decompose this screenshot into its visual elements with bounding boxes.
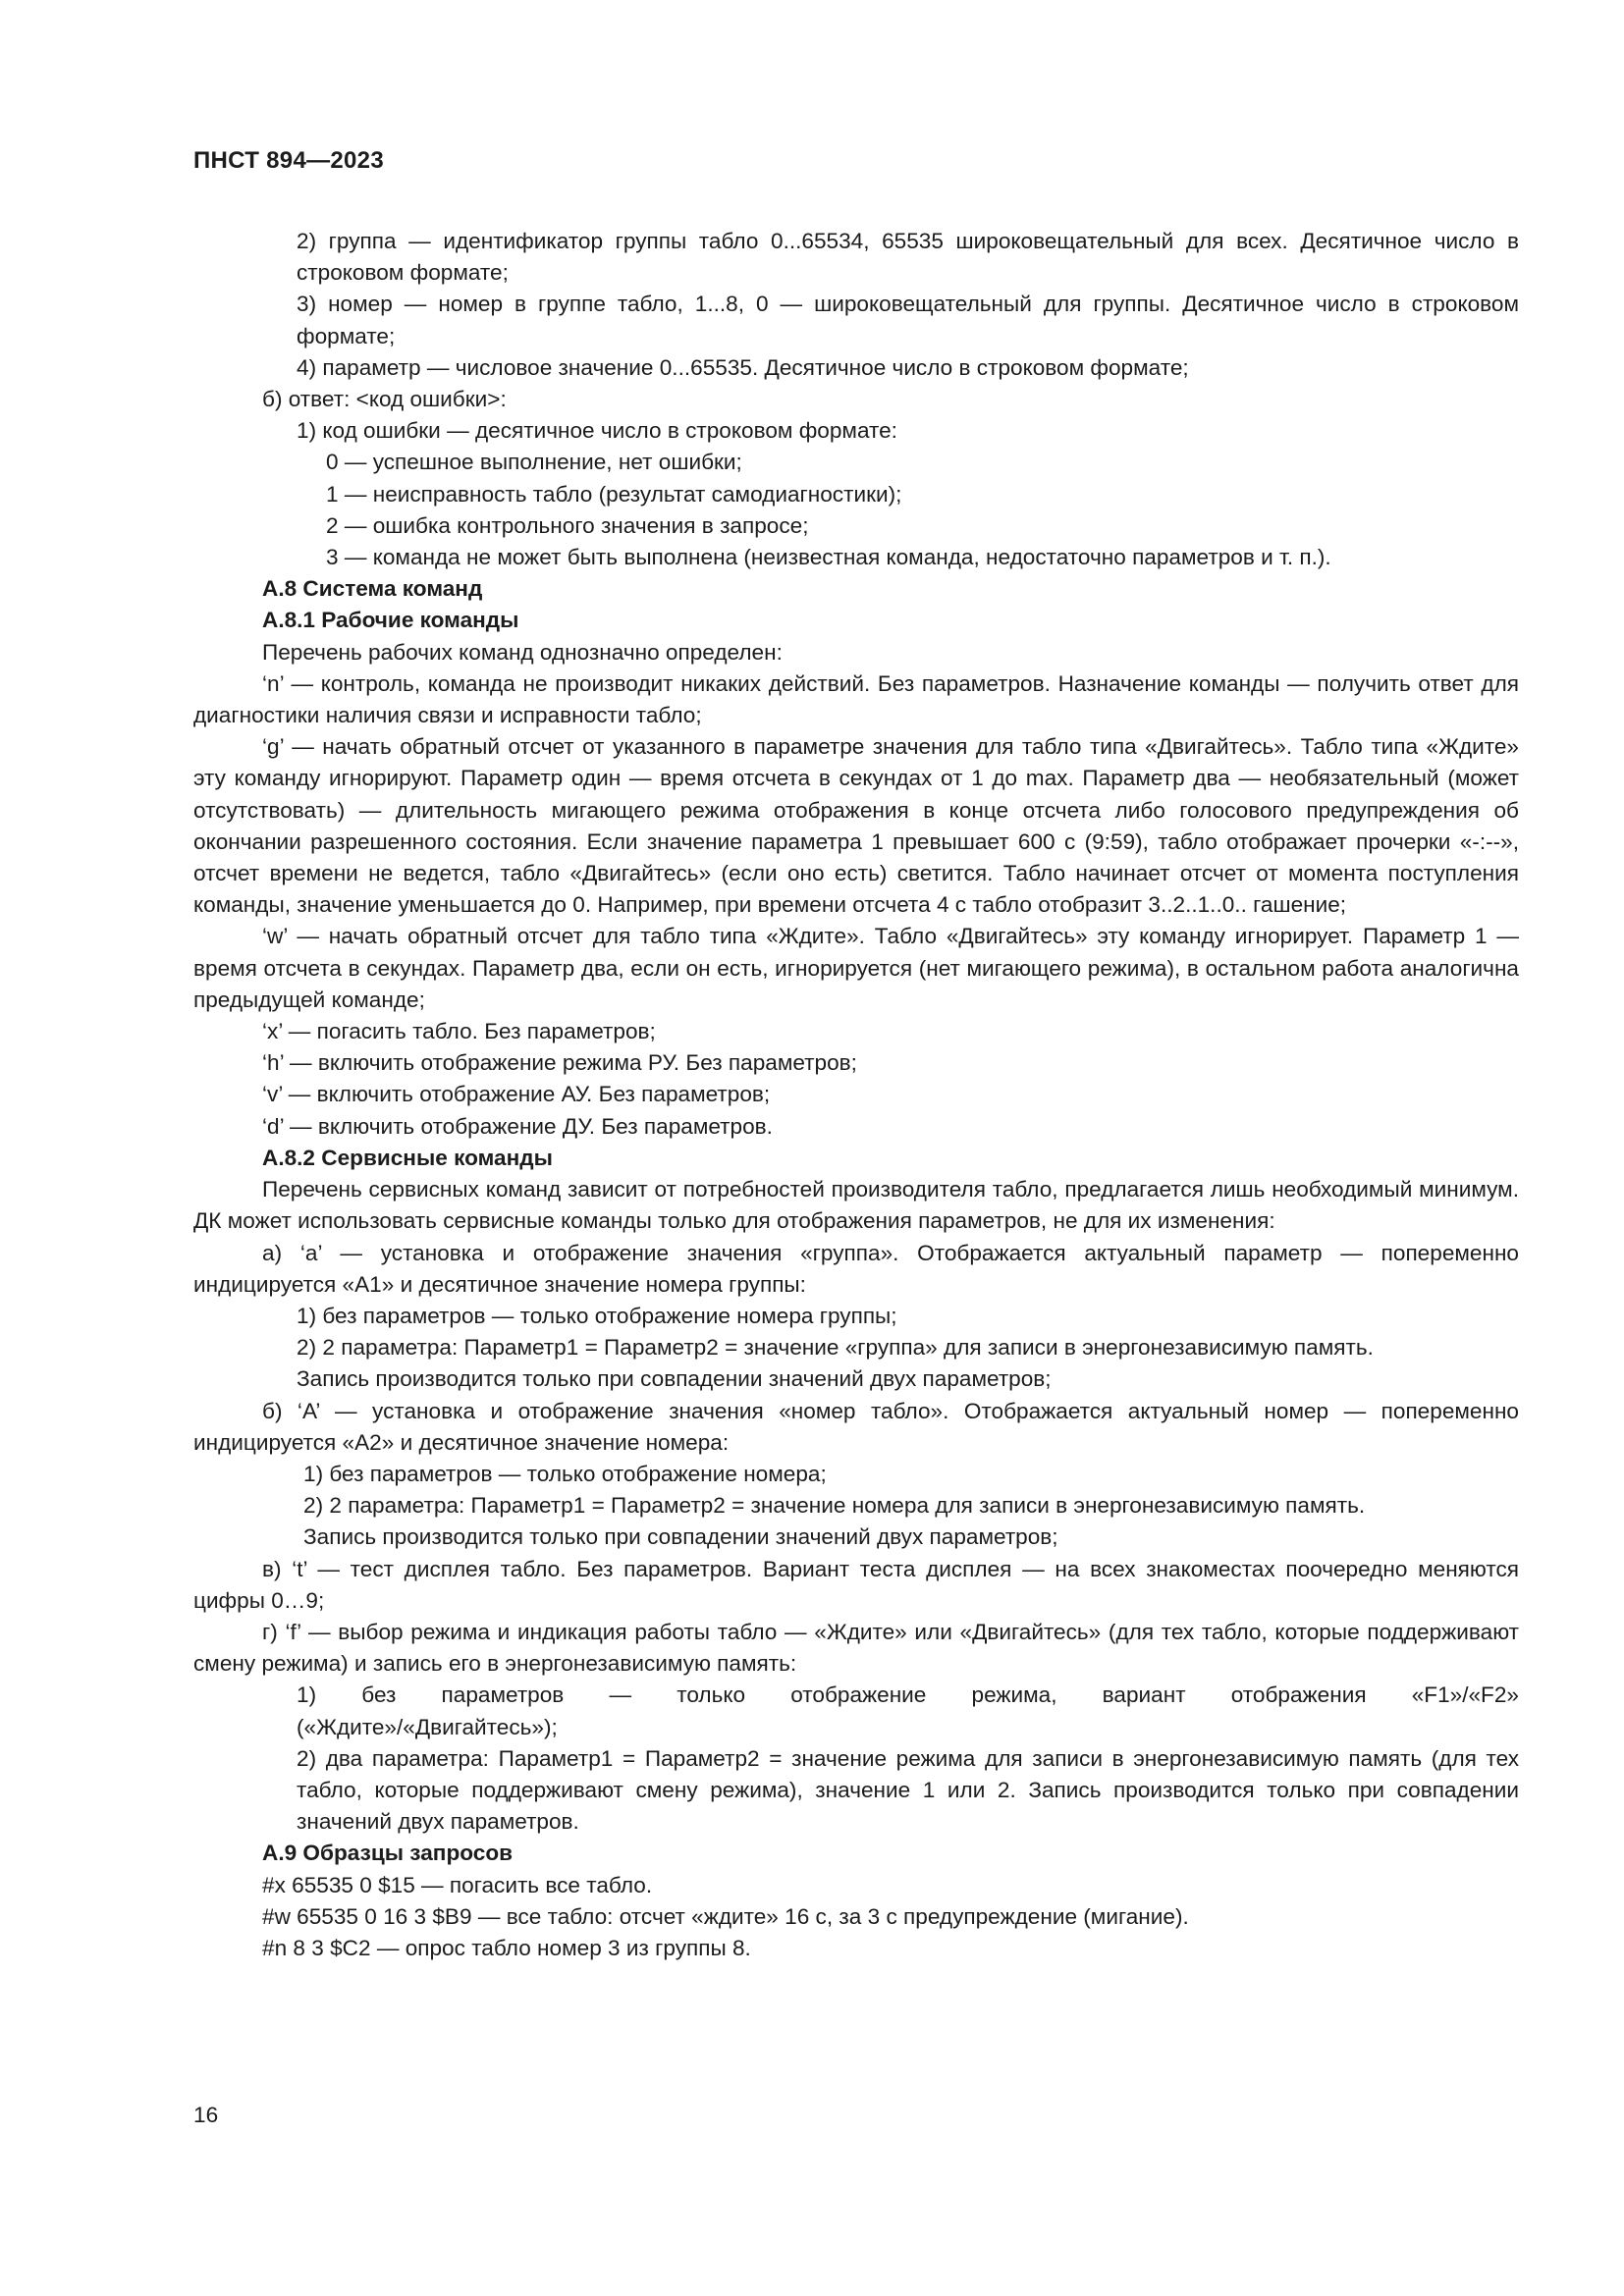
error-code-definition: 1) код ошибки — десятичное число в строковом формате: — [297, 418, 897, 444]
service-command-a: а) ‘a’ — установка и отображение значения «группа». Отображается актуальный параметр — попеременно индицируется «A1» и десятичное значение номера группы: — [193, 1240, 1519, 1297]
error-code-item: 0 — успешное выполнение, нет ошибки; — [326, 450, 742, 475]
answer-format: б) ответ: <код ошибки>: — [262, 387, 507, 412]
sample-request: #n 8 3 $C2 — опрос табло номер 3 из группы 8. — [262, 1935, 751, 1960]
paragraph-group-param: 2) группа — идентификатор группы табло 0...65534, 65535 широковещательный для всех. Десятичное число в строковом формате; — [297, 229, 1519, 286]
service-command-b: б) ‘A’ — установка и отображение значения «номер табло». Отображается актуальный номер — попеременно индицируется «A2» и десятичное значение номера: — [193, 1398, 1519, 1455]
paragraph-value-param: 4) параметр — числовое значение 0...65535. Десятичное число в строковом формате; — [297, 354, 1189, 380]
sample-request: #w 65535 0 16 3 $B9 — все табло: отсчет «ждите» 16 с, за 3 с предупреждение (мигание). — [262, 1903, 1189, 1929]
command-n: ‘n’ — контроль, команда не производит никаких действий. Без параметров. Назначение команды — получить ответ для диагностики наличия связи и исправности табло; — [193, 670, 1519, 728]
service-command-d: г) ‘f’ — выбор режима и индикация работы табло — «Ждите» или «Двигайтесь» (для тех табло, которые поддерживают смену режима) и запись его в энергонезависимую память: — [193, 1619, 1519, 1677]
service-command-a-option: 2) 2 параметра: Параметр1 = Параметр2 = значение «группа» для записи в энергонезависимую память. — [297, 1335, 1374, 1361]
document-body — [193, 226, 1519, 1964]
service-command-b-note: Запись производится только при совпадении значений двух параметров; — [303, 1524, 1058, 1550]
service-command-c: в) ‘t’ — тест дисплея табло. Без параметров. Вариант теста дисплея — на всех знакоместах поочередно меняются цифры 0…9; — [193, 1556, 1519, 1613]
error-code-item: 1 — неисправность табло (результат самодиагностики); — [326, 481, 902, 507]
command-h: ‘h’ — включить отображение режима РУ. Без параметров; — [262, 1050, 857, 1076]
command-x: ‘x’ — погасить табло. Без параметров; — [262, 1019, 656, 1044]
sample-request: #x 65535 0 $15 — погасить все табло. — [262, 1872, 653, 1897]
paragraph-number-param: 3) номер — номер в группе табло, 1...8, 0 — широковещательный для группы. Десятичное число в строковом формате; — [297, 292, 1519, 348]
paragraph: Перечень сервисных команд зависит от потребностей производителя табло, предлагается лишь необходимый минимум. ДК может использовать сервисные команды только для отображения параметров, не для их изменения: — [193, 1177, 1519, 1234]
service-command-a-option: 1) без параметров — только отображение номера группы; — [297, 1303, 897, 1328]
service-command-d-option: 2) два параметра: Параметр1 = Параметр2 = значение режима для записи в энергонезависимую память (для тех табло, которые поддерживают смену режима), значение 1 или 2. Запись производится только при совпадении значений двух параметров. — [297, 1745, 1519, 1835]
subsection-heading-a8-1: А.8.1 Рабочие команды — [262, 608, 519, 633]
service-command-d-option-cont: («Ждите»/«Двигайтесь»); — [297, 1714, 558, 1739]
service-command-b-option: 2) 2 параметра: Параметр1 = Параметр2 = значение номера для записи в энергонезависимую память. — [303, 1493, 1366, 1519]
page-number: 16 — [193, 2103, 219, 2127]
command-v: ‘v’ — включить отображение АУ. Без параметров; — [262, 1082, 771, 1107]
section-heading-a9: А.9 Образцы запросов — [262, 1841, 514, 1866]
service-command-d-option: 1) без параметров — только отображение режима, вариант отображения «F1»/«F2» — [297, 1682, 1519, 1708]
page-header-doc-id: ПНСТ 894—2023 — [193, 147, 384, 174]
command-d: ‘d’ — включить отображение ДУ. Без параметров. — [262, 1113, 773, 1139]
section-heading-a8: А.8 Система команд — [262, 576, 483, 602]
command-g: ‘g’ — начать обратный отсчет от указанного в параметре значения для табло типа «Двигайтесь». Табло типа «Ждите» эту команду игнорируют. Параметр один — время отсчета в секундах от 1 до max. Параметр два — необязательный (может отсутствовать) — длительность мигающего режима отображения в конце отсчета либо голосового предупреждения об окончании разрешенного состояния. Если значение параметра 1 превышает 600 с (9:59), табло отображает прочерки «-:--», отсчет времени не ведется, табло «Двигайтесь» (если оно есть) светится. Табло начинает отсчет от момента поступления команды, значение уменьшается до 0. Например, при времени отсчета 4 с табло отобразит 3..2..1..0.. гашение; — [193, 734, 1519, 918]
error-code-item: 2 — ошибка контрольного значения в запросе; — [326, 512, 809, 538]
subsection-heading-a8-2: А.8.2 Сервисные команды — [262, 1145, 553, 1170]
command-w: ‘w’ — начать обратный отсчет для табло типа «Ждите». Табло «Двигайтесь» эту команду игнорирует. Параметр 1 — время отсчета в секундах. Параметр два, если он есть, игнорируется (нет мигающего режима), в остальном работа аналогична предыдущей команде; — [193, 924, 1519, 1012]
error-code-item: 3 — команда не может быть выполнена (неизвестная команда, недостаточно параметров и т. п.). — [326, 545, 1331, 570]
paragraph: Перечень рабочих команд однозначно определен: — [262, 639, 783, 665]
service-command-b-option: 1) без параметров — только отображение номера; — [303, 1461, 827, 1486]
service-command-a-note: Запись производится только при совпадении значений двух параметров; — [297, 1366, 1052, 1392]
